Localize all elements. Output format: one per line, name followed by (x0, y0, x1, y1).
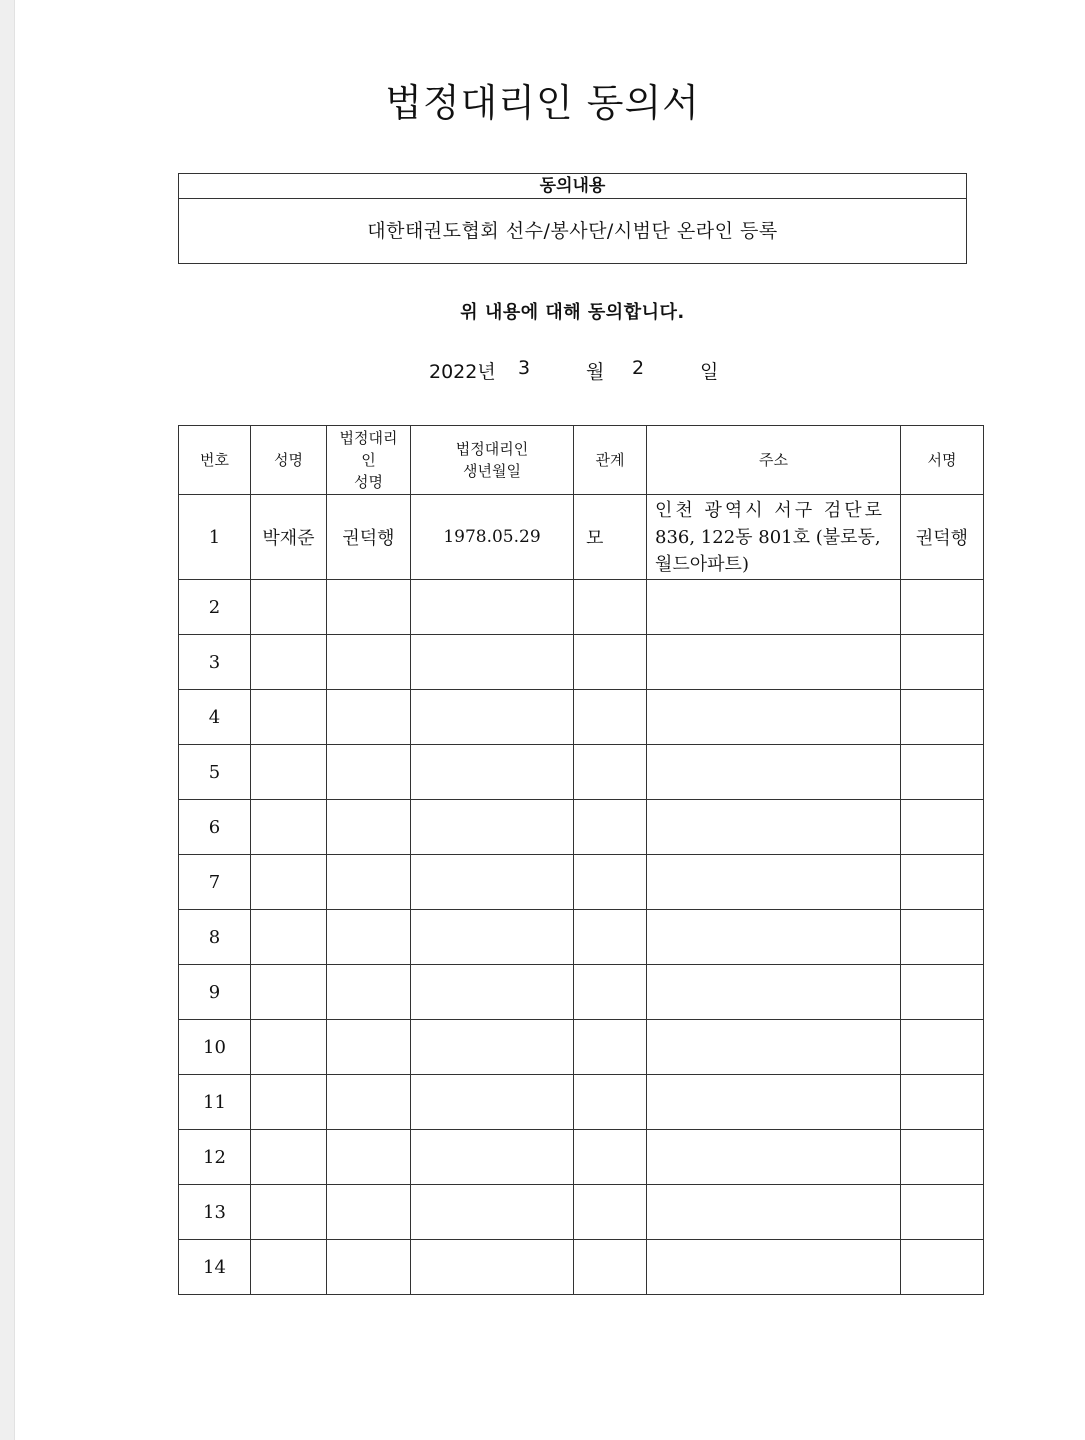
cell-guardian-birth: 1978.05.29 (411, 495, 574, 580)
cell-guardian-name (327, 1185, 411, 1240)
cell-signature (901, 1185, 984, 1240)
table-row (179, 1240, 984, 1295)
cell-no: 12 (179, 1130, 251, 1185)
cell-address (647, 495, 901, 580)
cell-address (647, 690, 901, 745)
cell-signature (901, 690, 984, 745)
cell-address (647, 800, 901, 855)
table-header-row (179, 426, 984, 495)
cell-no: 7 (179, 855, 251, 910)
cell-name (251, 1240, 327, 1295)
consent-box (178, 173, 967, 264)
date-day: 2 (632, 357, 645, 379)
cell-address (647, 1240, 901, 1295)
cell-guardian-name (327, 1130, 411, 1185)
header-guardian-birth-line: 생년월일 (463, 462, 521, 480)
cell-relation (574, 855, 647, 910)
cell-relation (574, 1020, 647, 1075)
header-address: 주소 (647, 426, 901, 495)
cell-address (647, 1185, 901, 1240)
table-row (179, 800, 984, 855)
cell-relation (574, 1240, 647, 1295)
cell-name (251, 635, 327, 690)
address-line: 836, 122동 801호 (불로동, (655, 526, 881, 548)
cell-address (647, 745, 901, 800)
cell-name (251, 580, 327, 635)
cell-name (251, 855, 327, 910)
cell-name (251, 800, 327, 855)
consent-header: 동의내용 (179, 174, 966, 199)
cell-guardian-name (327, 690, 411, 745)
cell-guardian-birth (411, 910, 574, 965)
cell-guardian-name (327, 1075, 411, 1130)
cell-name (251, 1185, 327, 1240)
header-guardian-name (327, 426, 411, 495)
agreement-statement: 위 내용에 대해 동의합니다. (460, 302, 685, 323)
cell-relation (574, 1185, 647, 1240)
cell-address (647, 635, 901, 690)
cell-signature (901, 910, 984, 965)
cell-relation (574, 1130, 647, 1185)
table-row (179, 1075, 984, 1130)
cell-relation (574, 690, 647, 745)
cell-relation (574, 745, 647, 800)
cell-relation (574, 800, 647, 855)
date-line (0, 357, 1085, 383)
header-relation: 관계 (574, 426, 647, 495)
cell-relation (574, 1075, 647, 1130)
header-guardian-name-line: 인 (361, 451, 376, 469)
cell-signature (901, 580, 984, 635)
consent-content: 대한태권도협회 선수/봉사단/시범단 온라인 등록 (367, 220, 778, 242)
cell-guardian-name (327, 910, 411, 965)
cell-guardian-name (327, 800, 411, 855)
cell-address (647, 1075, 901, 1130)
table-row (179, 1020, 984, 1075)
header-no: 번호 (179, 426, 251, 495)
cell-signature (901, 965, 984, 1020)
cell-signature: 권덕행 (901, 495, 984, 580)
cell-name (251, 1075, 327, 1130)
cell-relation (574, 635, 647, 690)
date-month: 3 (518, 357, 531, 379)
cell-address (647, 1130, 901, 1185)
cell-signature (901, 745, 984, 800)
header-guardian-birth-line: 법정대리인 (455, 440, 529, 458)
cell-guardian-name (327, 635, 411, 690)
cell-name (251, 1020, 327, 1075)
cell-guardian-birth (411, 1075, 574, 1130)
cell-name: 박재준 (251, 495, 327, 580)
table-row (179, 1185, 984, 1240)
table-row (179, 635, 984, 690)
cell-no: 4 (179, 690, 251, 745)
cell-no: 8 (179, 910, 251, 965)
cell-guardian-birth (411, 965, 574, 1020)
table-row (179, 580, 984, 635)
cell-address (647, 580, 901, 635)
cell-no: 5 (179, 745, 251, 800)
cell-relation (574, 580, 647, 635)
cell-signature (901, 1020, 984, 1075)
cell-guardian-name (327, 965, 411, 1020)
table-row (179, 855, 984, 910)
header-name: 성명 (251, 426, 327, 495)
table-row (179, 690, 984, 745)
cell-guardian-birth (411, 1185, 574, 1240)
header-guardian-birth (411, 426, 574, 495)
cell-guardian-birth (411, 745, 574, 800)
cell-name (251, 965, 327, 1020)
cell-relation (574, 965, 647, 1020)
cell-name (251, 1130, 327, 1185)
cell-no: 2 (179, 580, 251, 635)
date-day-label: 일 (700, 361, 719, 383)
cell-name (251, 910, 327, 965)
cell-no: 11 (179, 1075, 251, 1130)
cell-no: 9 (179, 965, 251, 1020)
table-row (179, 910, 984, 965)
cell-signature (901, 800, 984, 855)
header-guardian-name-line: 법정대리 (339, 429, 398, 447)
cell-signature (901, 635, 984, 690)
cell-guardian-birth (411, 635, 574, 690)
cell-no: 13 (179, 1185, 251, 1240)
cell-guardian-birth (411, 855, 574, 910)
cell-signature (901, 1130, 984, 1185)
cell-no: 1 (179, 495, 251, 580)
cell-guardian-birth (411, 690, 574, 745)
cell-no: 10 (179, 1020, 251, 1075)
cell-signature (901, 1240, 984, 1295)
page-edge-strip (0, 0, 15, 1440)
address-line: 인천 광역시 서구 검단로 (655, 499, 886, 521)
table-row (179, 1130, 984, 1185)
cell-no: 6 (179, 800, 251, 855)
date-month-label: 월 (586, 361, 605, 383)
table-row (179, 965, 984, 1020)
cell-address (647, 855, 901, 910)
cell-address (647, 910, 901, 965)
cell-guardian-birth (411, 1020, 574, 1075)
cell-guardian-name: 권덕행 (327, 495, 411, 580)
date-year: 2022년 (429, 361, 496, 383)
cell-relation: 모 (574, 495, 647, 580)
cell-relation (574, 910, 647, 965)
cell-address (647, 965, 901, 1020)
header-signature: 서명 (901, 426, 984, 495)
cell-guardian-birth (411, 800, 574, 855)
cell-guardian-name (327, 745, 411, 800)
cell-guardian-birth (411, 580, 574, 635)
table-row (179, 745, 984, 800)
header-guardian-name-line: 성명 (354, 473, 383, 491)
cell-no: 3 (179, 635, 251, 690)
document-title: 법정대리인 동의서 (385, 81, 700, 125)
cell-guardian-name (327, 1020, 411, 1075)
cell-signature (901, 1075, 984, 1130)
cell-name (251, 745, 327, 800)
table-row (179, 495, 984, 580)
cell-guardian-birth (411, 1240, 574, 1295)
cell-guardian-name (327, 1240, 411, 1295)
address-line: 월드아파트) (655, 553, 749, 575)
cell-guardian-name (327, 855, 411, 910)
guardian-table (178, 425, 984, 1295)
cell-name (251, 690, 327, 745)
cell-guardian-name (327, 580, 411, 635)
cell-signature (901, 855, 984, 910)
cell-guardian-birth (411, 1130, 574, 1185)
cell-no: 14 (179, 1240, 251, 1295)
cell-address (647, 1020, 901, 1075)
